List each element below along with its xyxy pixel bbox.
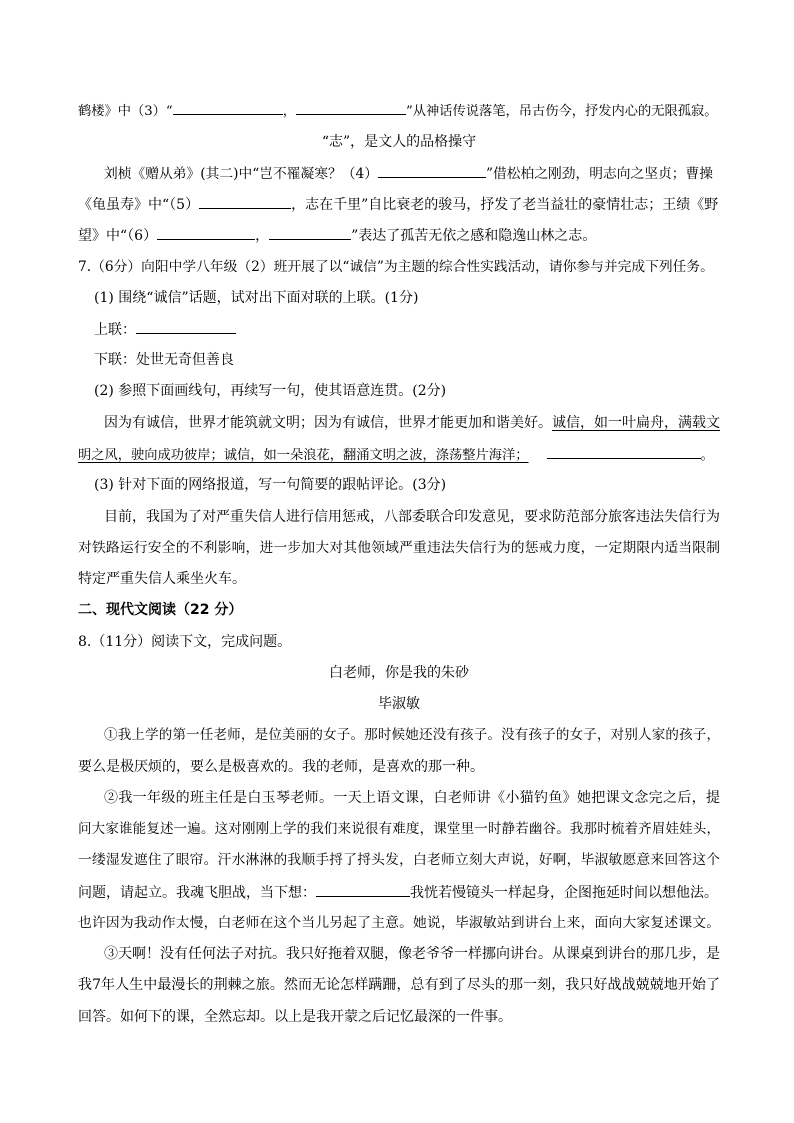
text: 鹤楼》中（3）“ bbox=[78, 104, 173, 119]
poem-quote-line-3 bbox=[78, 100, 720, 120]
text: 望》中“（6） bbox=[78, 228, 158, 244]
para1-line-2: 要么是极厌烦的，要么是极喜欢的。我的老师，是喜欢的那一种。 bbox=[78, 759, 484, 775]
text: 。 bbox=[700, 448, 714, 463]
para2-line-4 bbox=[78, 882, 720, 902]
text: ， bbox=[282, 104, 296, 119]
para3-line-3: 回答。如何下的课，全然忘却。以上是我开蒙之后记忆最深的一件事。 bbox=[78, 1009, 512, 1025]
sub2-text-line-2 bbox=[78, 444, 720, 464]
text: ”借松柏之刚劲，明志向之坚贞；曹操 bbox=[486, 166, 714, 182]
question-7-sub3: (3) 针对下面的网络报道，写一句简要的跟帖评论。(3分) bbox=[94, 477, 447, 493]
text: 问题，请起立。我魂飞胆战，当下想： bbox=[78, 885, 316, 901]
answer-blank-6a[interactable] bbox=[157, 225, 255, 240]
question-7-sub1: (1) 围绕“诚信”话题，试对出下面对联的上联。(1分) bbox=[94, 290, 419, 306]
underlined-sentence: 诚信，如一叶扁舟，满载文 bbox=[552, 415, 720, 431]
sub2-answer-blank[interactable] bbox=[547, 444, 701, 459]
question-7-sub2: (2) 参照下面画线句，再续写一句，使其语意连贯。(2分) bbox=[94, 383, 447, 399]
question-8-stem: 8.（11分）阅读下文，完成问题。 bbox=[78, 634, 292, 650]
answer-blank-3a[interactable] bbox=[173, 100, 283, 115]
text: ”表达了孤苦无依之感和隐逸山林之志。 bbox=[351, 228, 597, 244]
answer-blank-6b[interactable] bbox=[269, 225, 351, 240]
text: ”从神话传说落笔，吊古伤今，抒发内心的无限孤寂。 bbox=[405, 104, 718, 119]
text: 我恍若慢镜头一样起身，企图拖延时间以想他法。 bbox=[410, 885, 718, 901]
para2-line-3: 一缕湿发遮住了眼帘。汗水淋淋的我顺手捋了捋头发，白老师立刻大声说，好啊，毕淑敏愿意来回答这个 bbox=[78, 852, 720, 868]
para3-line-1: ③天啊！没有任何法子对抗。我只好拖着双腿，像老爷爷一样挪向讲台。从课桌到讲台的那几步，是 bbox=[104, 946, 720, 962]
news-line-2: 对铁路运行安全的不利影响，进一步加大对其他领域严重违法失信行为的惩戒力度，一定期限内适当限制 bbox=[78, 540, 720, 556]
poem-quote-line-4 bbox=[104, 163, 720, 183]
xialian-line: 下联：处世无奇但善良 bbox=[94, 352, 234, 368]
underlined-sentence: 明之风，驶向成功彼岸；诚信，如一朵浪花，翻涌文明之波，涤荡整片海洋； bbox=[78, 448, 529, 463]
poem-quote-line-5 bbox=[78, 194, 720, 214]
para3-line-2: 我7年人生中最漫长的荆棘之旅。然而无论怎样蹒跚，总有到了尽头的那一刻，我只好战战兢兢地开始了 bbox=[78, 977, 720, 993]
shanglian-answer-blank[interactable] bbox=[136, 319, 236, 334]
poem-quote-line-6 bbox=[78, 225, 720, 245]
para2-line-1: ②我一年级的班主任是白玉琴老师。一天上语文课，白老师讲《小猫钓鱼》她把课文念完之后，提 bbox=[104, 790, 720, 806]
news-line-1: 目前，我国为了对严重失信人进行信用惩戒，八部委联合印发意见，要求防范部分旅客违法失信行为 bbox=[104, 509, 720, 525]
section-2-heading: 二、现代文阅读（22 分） bbox=[78, 602, 243, 618]
para1-line-1: ①我上学的第一任老师，是位美丽的女子。那时候她还没有孩子。没有孩子的女子，对别人家的孩子， bbox=[104, 727, 720, 743]
para2-answer-blank[interactable] bbox=[316, 882, 410, 897]
answer-blank-3b[interactable] bbox=[296, 100, 406, 115]
shanglian-label: 上联： bbox=[94, 322, 136, 338]
news-line-3: 特定严重失信人乘坐火车。 bbox=[78, 571, 246, 587]
question-7-stem: 7.（6分）向阳中学八年级（2）班开展了以“诚信”为主题的综合性实践活动，请你参与并完成下列任务。 bbox=[78, 259, 714, 275]
article-title: 白老师，你是我的朱砂 bbox=[329, 665, 469, 681]
shanglian-line bbox=[94, 319, 720, 339]
article-author: 毕淑敏 bbox=[378, 696, 420, 712]
text: 因为有诚信，世界才能筑就文明；因为有诚信，世界才能更加和谐美好。 bbox=[104, 415, 552, 431]
para2-line-5: 也许因为我动作太慢，白老师在这个当儿另起了主意。她说，毕淑敏站到讲台上来，面向大家复述课文。 bbox=[78, 915, 720, 931]
sub2-text-line-1 bbox=[104, 413, 720, 433]
para2-line-2: 问大家谁能复述一遍。这对刚刚上学的我们来说很有难度，课堂里一时静若幽谷。我那时梳着齐眉娃娃头， bbox=[78, 821, 720, 837]
text: ，志在千里”自比衰老的骏马，抒发了老当益壮的豪情壮志；王绩《野 bbox=[291, 197, 719, 213]
heading-zhi: “志”，是文人的品格操守 bbox=[321, 134, 477, 150]
text: 《龟虽寿》中“（5） bbox=[78, 197, 200, 213]
text: 刘桢《赠从弟》(其二)中“岂不罹凝寒？（4） bbox=[104, 166, 379, 182]
text: ， bbox=[255, 228, 270, 244]
answer-blank-5[interactable] bbox=[199, 194, 291, 209]
answer-blank-4[interactable] bbox=[378, 163, 486, 178]
